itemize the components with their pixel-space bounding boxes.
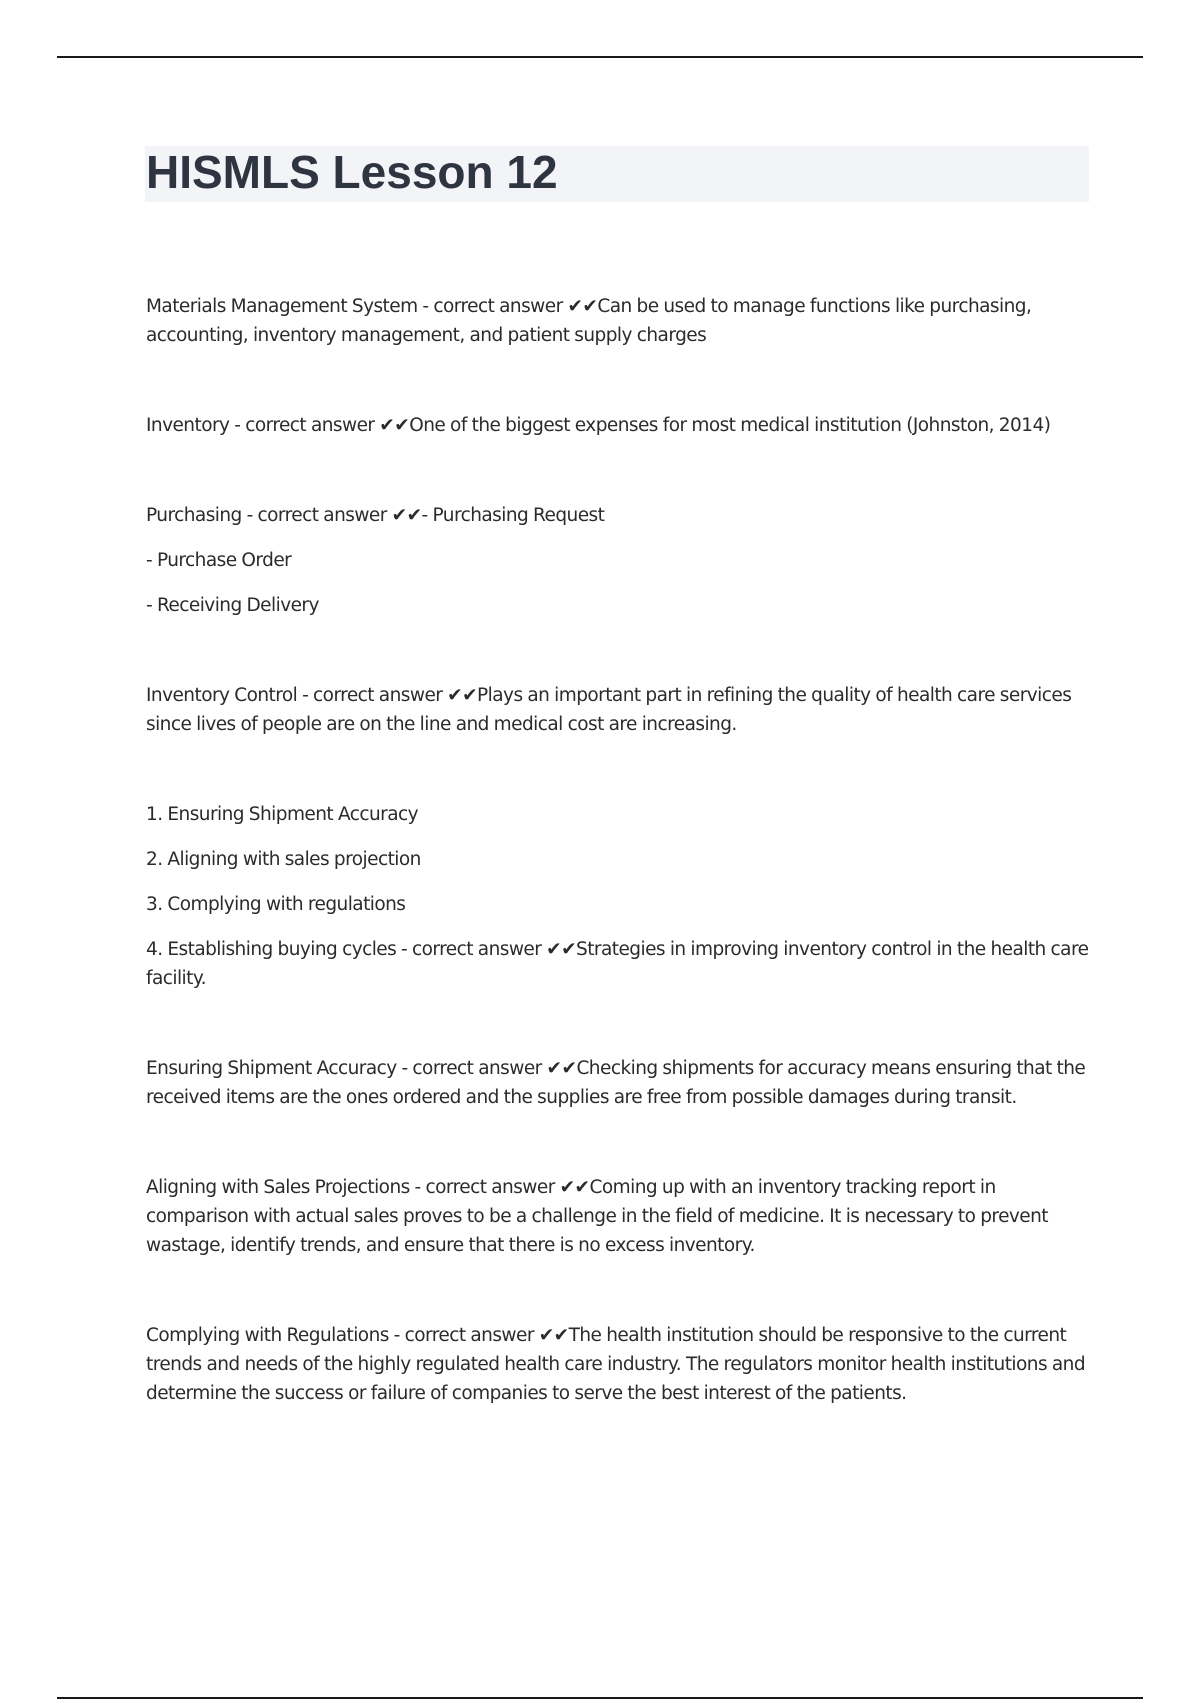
list-item-strategy-3: 3. Complying with regulations: [146, 894, 406, 915]
paragraph-materials-management: Materials Management System - correct answer ✔✔Can be used to manage functions like purchasing, accounting, inventory management, and patient supply charges: [146, 296, 1032, 346]
document-body: [146, 292, 1096, 1408]
list-item-receiving-delivery: - Receiving Delivery: [146, 595, 319, 616]
list-item-strategy-4: 4. Establishing buying cycles - correct answer ✔✔Strategies in improving inventory control in the health care facility.: [146, 939, 1089, 989]
paragraph-purchasing: Purchasing - correct answer ✔✔- Purchasing Request: [146, 505, 605, 526]
paragraph-inventory: Inventory - correct answer ✔✔One of the biggest expenses for most medical institution (Johnston, 2014): [146, 415, 1051, 436]
header-rule: [57, 56, 1143, 58]
list-item-strategy-2: 2. Aligning with sales projection: [146, 849, 421, 870]
document-title: HISMLS Lesson 12: [146, 146, 558, 198]
paragraph-shipment-accuracy: Ensuring Shipment Accuracy - correct answer ✔✔Checking shipments for accuracy means ensuring that the received items are the ones ordered and the supplies are free from possible damages during transit.: [146, 1058, 1086, 1108]
footer-rule: [57, 1697, 1143, 1699]
paragraph-regulations: Complying with Regulations - correct answer ✔✔The health institution should be responsive to the current trends and needs of the highly regulated health care industry. The regulators monitor health institutions and determine the success or failure of companies to serve the best interest of the patients.: [146, 1325, 1086, 1404]
list-item-purchase-order: - Purchase Order: [146, 550, 292, 571]
paragraph-inventory-control: Inventory Control - correct answer ✔✔Plays an important part in refining the quality of health care services since lives of people are on the line and medical cost are increasing.: [146, 685, 1072, 735]
list-item-strategy-1: 1. Ensuring Shipment Accuracy: [146, 804, 419, 825]
paragraph-sales-projections: Aligning with Sales Projections - correct answer ✔✔Coming up with an inventory tracking report in comparison with actual sales proves to be a challenge in the field of medicine. It is necessary to prevent wastage, identify trends, and ensure that there is no excess inventory.: [146, 1177, 1049, 1256]
